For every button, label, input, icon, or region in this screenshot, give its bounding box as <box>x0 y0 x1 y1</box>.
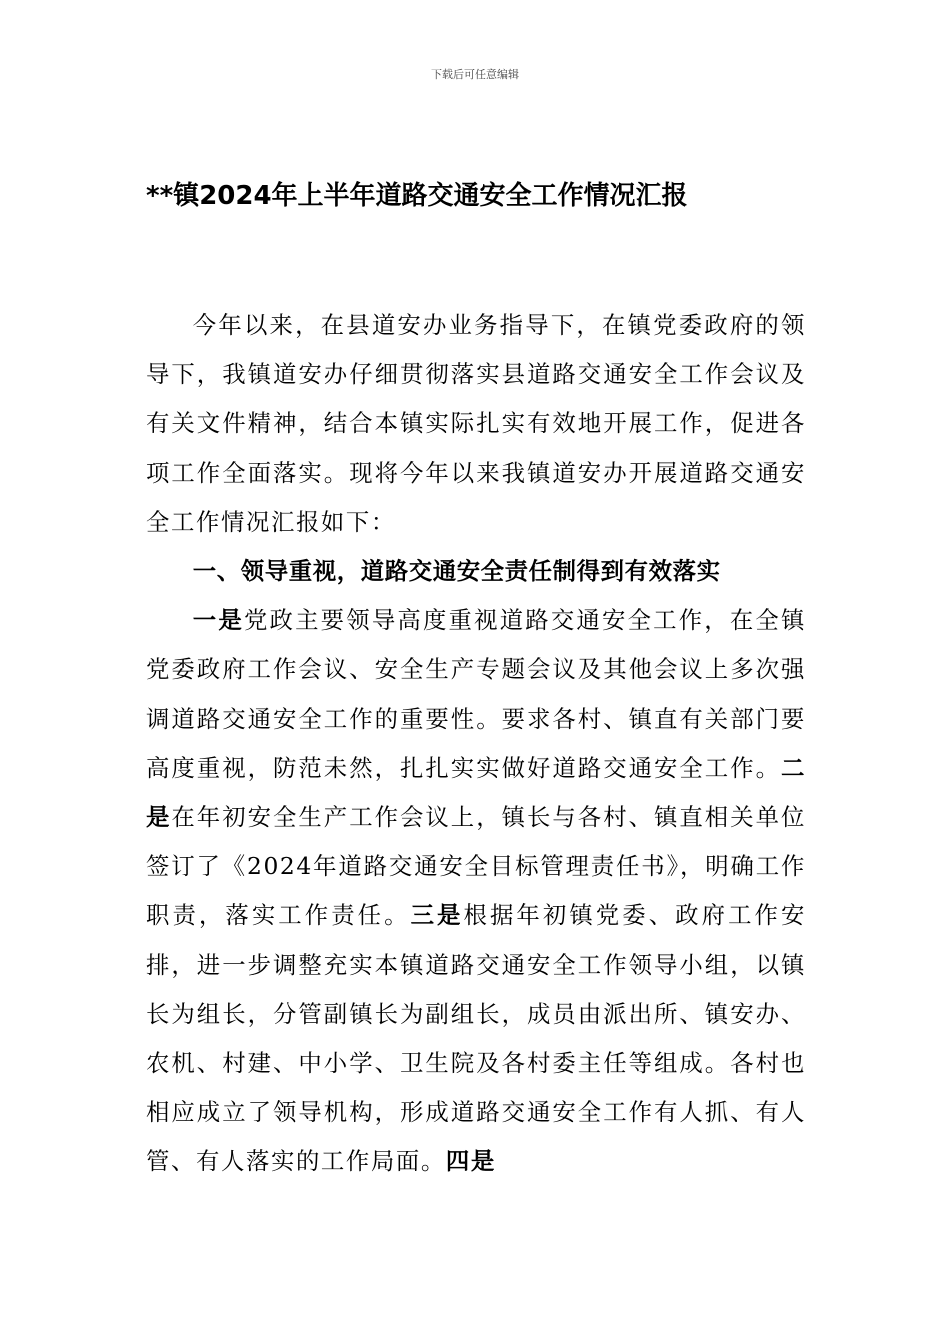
item-lead: 一是 <box>192 606 244 635</box>
item-lead: 二是 <box>146 753 806 832</box>
header-note: 下载后可任意编辑 <box>431 68 519 81</box>
document-body <box>146 301 806 1187</box>
item-text: 党政主要领导高度重视道路交通安全工作，在全镇党委政府工作会议、安全生产专题会议及其他会议上多次强调道路交通安全工作的重要性。要求各村、镇直有关部门要高度重视，防范未然，扎扎实实做好道路交通安全工作。 <box>146 606 806 782</box>
section-heading: 一、领导重视，道路交通安全责任制得到有效落实 <box>192 557 721 586</box>
document-title: **镇2024年上半年道路交通安全工作情况汇报 <box>146 181 688 211</box>
item-lead: 三是 <box>410 901 464 930</box>
intro-paragraph: 今年以来，在县道安办业务指导下，在镇党委政府的领导下，我镇道安办仔细贯彻落实县道路交通安全工作会议及有关文件精神，结合本镇实际扎实有效地开展工作，促进各项工作全面落实。现将今年以来我镇道安办开展道路交通安全工作情况汇报如下： <box>146 311 806 536</box>
item-text: 根据年初镇党委、政府工作安排，进一步调整充实本镇道路交通安全工作领导小组，以镇长为组长，分管副镇长为副组长，成员由派出所、镇安办、农机、村建、中小学、卫生院及各村委主任等组成。各村也相应成立了领导机构，形成道路交通安全工作有人抓、有人管、有人落实的工作局面。 <box>146 901 807 1176</box>
section-paragraph <box>146 596 806 1186</box>
item-lead: 四是 <box>445 1147 496 1176</box>
item-text: 在年初安全生产工作会议上，镇长与各村、镇直相关单位签订了《2024年道路交通安全目标管理责任书》，明确工作职责，落实工作责任。 <box>146 803 806 930</box>
